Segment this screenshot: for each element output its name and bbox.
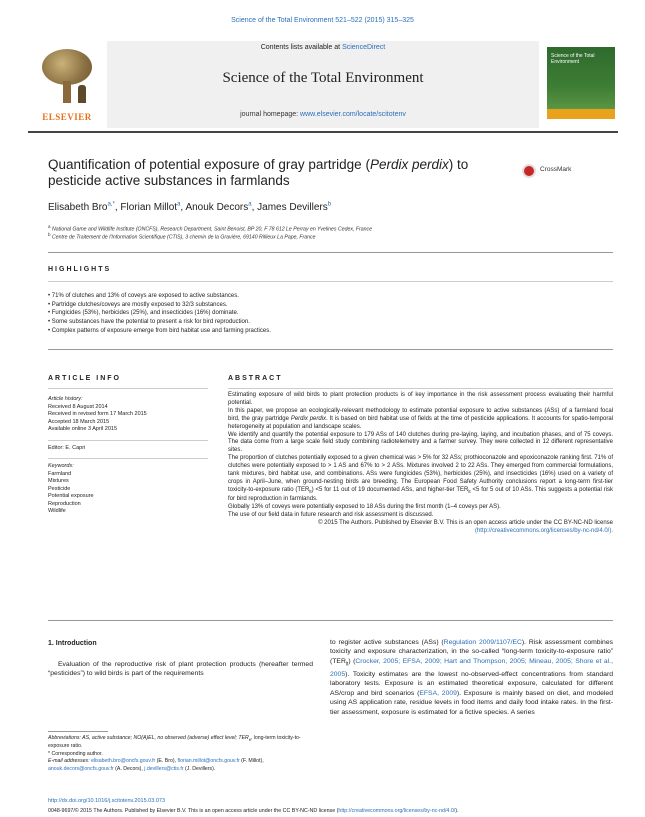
affiliation-a: $^a$ National Game and Wildlife Institute (ONCFS), Research Department, Saint Benoist, BP 20, F 78 612 Le Perray en Yvelines Cedex, France: [48, 224, 372, 233]
highlight-item: • Partridge clutches/coveys are mostly exposed to 32/3 substances.: [48, 301, 228, 308]
author[interactable]: James Devillers$^b$: [257, 202, 332, 214]
divider: [48, 349, 613, 350]
footnote-rule: [48, 731, 108, 732]
abstract-paragraph: The proportion of clutches potentially exposed to a given chemical was > 5% for 32 ASs; prothioconazole and epoxiconazole ranking first. 71% of clutches were potentially exposed to > 1 AS and 67% to > 2 ASs. Mixtures involved 2 to 22 ASs. They emerged from commercial formulations, tank mixtures, bird habitat use, and combinations. ASs were fungicides (53%), herbicides (25%), and insecticides (16%) used on a variety of crops in April–June, when ground-nesting birds are breeding. The European Food Safety Authority conclusions report a long-term first-tier toxicity-to-exposure ratio $(TER_{lt}) <5$ for 11 out of 19 documented ASs, and higher-tier $TER_{lt} <5$ for 5 out of 10 ASs. This suggests a potential risk for bird reproduction in farmlands.: [228, 455, 614, 502]
contents-prefix: Contents lists available at: [260, 44, 343, 51]
keyword: Pesticide: [48, 485, 71, 492]
abstract-body: [228, 392, 613, 536]
title-text-2: ) to pesticide active substances in farmlands: [48, 157, 469, 188]
highlights-heading: HIGHLIGHTS: [48, 266, 112, 273]
author[interactable]: Florian Millot$^a$,: [120, 202, 186, 214]
author[interactable]: Anouk Decors$^a$,: [185, 202, 258, 214]
sciencedirect-link[interactable]: ScienceDirect: [342, 44, 386, 51]
elsevier-tree-logo: [34, 45, 100, 111]
license-link[interactable]: http://creativecommons.org/licenses/by-nc-nd/4.0/: [338, 808, 456, 814]
title-text-1: Quantification of potential exposure of gray partridge (: [48, 157, 370, 172]
abbreviations: Abbreviations: AS, active substance; NO(A)EL, no observed (adverse) effect level; $TER_{lt}$, long-term toxicity-to-exposure ratio.: [48, 735, 301, 750]
divider: [48, 388, 208, 389]
email-link[interactable]: florian.millot@oncfs.gouv.fr: [177, 758, 240, 765]
title-species: Perdix perdix: [369, 157, 449, 172]
intro-right-text: to register active substances (ASs) (Regulation 2009/1107/EC). Risk assessment combines toxicity and exposure characterization, in the so-called “long-term toxicity-to-exposure ratio” $(TER_{lt})$ (Crocker, 2005; EFSA, 2009; Hart and Thompson, 2005; Mineau, 2005; Shore et al., 2005). Toxicity estimates are the lowest no-observed-effect concentrations from standard laboratory tests. Exposure is an estimated theoretical exposure, calculated for different AS/crop and bird scenarios (EFSA, 2009). Exposure is mainly based on diet, and modeled using AS application rate, residue levels in food items and daily food intake rates. In the first-tier assessment, exposure is estimated for a fictive species. A series: [330, 639, 614, 716]
contents-available: [107, 44, 539, 51]
editor: Editor: E. Capri: [48, 444, 86, 451]
divider: [48, 252, 613, 253]
doi-link[interactable]: http://dx.doi.org/10.1016/j.scitotenv.2015.03.073: [48, 798, 166, 804]
abstract-heading: ABSTRACT: [228, 375, 283, 382]
cover-title: Science of the Total Environment: [551, 53, 595, 65]
keyword: Potential exposure: [48, 493, 94, 499]
highlight-item: • Fungicides (53%), herbicides (25%), and insecticides (16%) dominate.: [48, 310, 239, 317]
divider: [48, 281, 613, 282]
crossmark-icon[interactable]: [522, 164, 536, 178]
history-item: Received 8 August 2014: [48, 403, 108, 410]
intro-left-text: Evaluation of the reproductive risk of plant protection products (hereafter termed “pesticides”) to wild birds is part of the requirements: [48, 661, 313, 678]
keyword: Farmland: [48, 470, 72, 477]
copyright-notice: © 2015 The Authors. Published by Elsevier B.V. This is an open access article under the CC BY-NC-ND license: [318, 519, 613, 526]
author[interactable]: Elisabeth Bro$^{a,*}$,: [48, 202, 121, 214]
divider: [48, 620, 613, 621]
crossmark-label[interactable]: CrossMark: [540, 166, 572, 173]
abstract-paragraph: The use of our field data in future research and risk assessment is discussed.: [228, 511, 434, 518]
abstract-paragraph: Globally 13% of coveys were potentially exposed to 18 ASs during the first month (1–4 coveys per AS).: [228, 503, 501, 510]
history-item: Received in revised form 17 March 2015: [48, 411, 147, 417]
divider: [228, 388, 613, 389]
ref-link[interactable]: Crocker, 2005; EFSA, 2009; Hart and Thompson, 2005; Mineau, 2005; Shore et al., 2005: [330, 657, 613, 678]
highlight-item: • 71% of clutches and 13% of coveys are exposed to active substances.: [48, 293, 239, 299]
keyword: Wildlife: [48, 508, 66, 514]
email-addresses: E-mail addresses: elisabeth.bro@oncfs.gouv.fr (E. Bro), florian.millot@oncfs.gouv.fr (F. Millot), anouk.decors@oncfs.gouv.fr (A. Decors), j.devillers@ctis.fr (J. Devillers).: [48, 758, 264, 772]
homepage-prefix: journal homepage:: [240, 111, 301, 118]
highlight-item: • Some substances have the potential to present a risk for bird reproduction.: [48, 319, 250, 326]
keyword: Reproduction: [48, 500, 81, 507]
abstract-paragraph: We identify and quantify the potential exposure to 179 ASs of 140 clutches during pre-laying, laying, and incubation phases, and of 75 coveys. The data come from a large scale field study combining radiotelemetry and a farmer survey. They were collected in 12 different representative sites.: [228, 431, 613, 454]
homepage-link[interactable]: www.elsevier.com/locate/scitotenv: [300, 111, 406, 118]
article-info-heading: ARTICLE INFO: [48, 375, 121, 382]
abstract-paragraph: Estimating exposure of wild birds to plant protection products is of key importance in the risk assessment process evaluating their harmful potential.: [228, 392, 613, 406]
article-info: [48, 396, 208, 516]
journal-title: Science of the Total Environment: [222, 70, 424, 86]
issn-license: 0048-9697/© 2015 The Authors. Published by Elsevier B.V. This is an open access article under the CC BY-NC-ND license (http://creativecommons.org/licenses/by-nc-nd/4.0/).: [48, 808, 459, 814]
author-list: [48, 202, 331, 213]
article-title: [48, 157, 488, 189]
abstract-paragraph: In this paper, we propose an ecologically-relevant methodology to estimate potential exposure to active substances (ASs) of a farmland focal bird, the gray partridge Perdix perdix. It is based on bird habitat use of fields at the time of pesticide applications. It accounts for spatio-temporal heterogeneity at population and landscape scales.: [228, 407, 614, 430]
keywords-label: Keywords:: [48, 463, 74, 469]
license-link[interactable]: (http://creativecommons.org/licenses/by-nc-nd/4.0/).: [474, 527, 613, 534]
ref-link[interactable]: EFSA, 2009: [419, 689, 457, 697]
highlights-list: [48, 292, 608, 336]
journal-homepage: [107, 111, 539, 118]
corresponding-author: * Corresponding author.: [48, 750, 103, 757]
email-link[interactable]: anouk.decors@oncfs.gouv.fr: [48, 765, 114, 772]
email-link[interactable]: elisabeth.bro@oncfs.gouv.fr: [90, 758, 156, 765]
header-divider: [28, 131, 618, 133]
journal-cover-image: [547, 47, 615, 119]
keyword: Mixtures: [48, 478, 69, 484]
affiliation-b: $^b$ Centre de Traitement de l'Information Scientifique (CTIS), 3 chemin de la Gravière, 69140 Rillieux La Pape, France: [48, 232, 316, 241]
history-item: Accepted 18 March 2015: [48, 418, 110, 425]
journal-citation[interactable]: Science of the Total Environment 521–522 (2015) 315–325: [231, 17, 414, 24]
email-link[interactable]: j.devillers@ctis.fr: [144, 765, 184, 772]
ref-link[interactable]: Regulation 2009/1107/EC: [443, 639, 522, 646]
history-item: Available online 3 April 2015: [48, 426, 118, 432]
intro-heading: 1. Introduction: [48, 640, 97, 647]
footnotes: [48, 735, 313, 773]
highlight-item: • Complex patterns of exposure emerge from bird habitat use and farming practices.: [48, 327, 271, 334]
history-label: Article history:: [48, 396, 83, 402]
publisher-name: ELSEVIER: [42, 112, 92, 122]
